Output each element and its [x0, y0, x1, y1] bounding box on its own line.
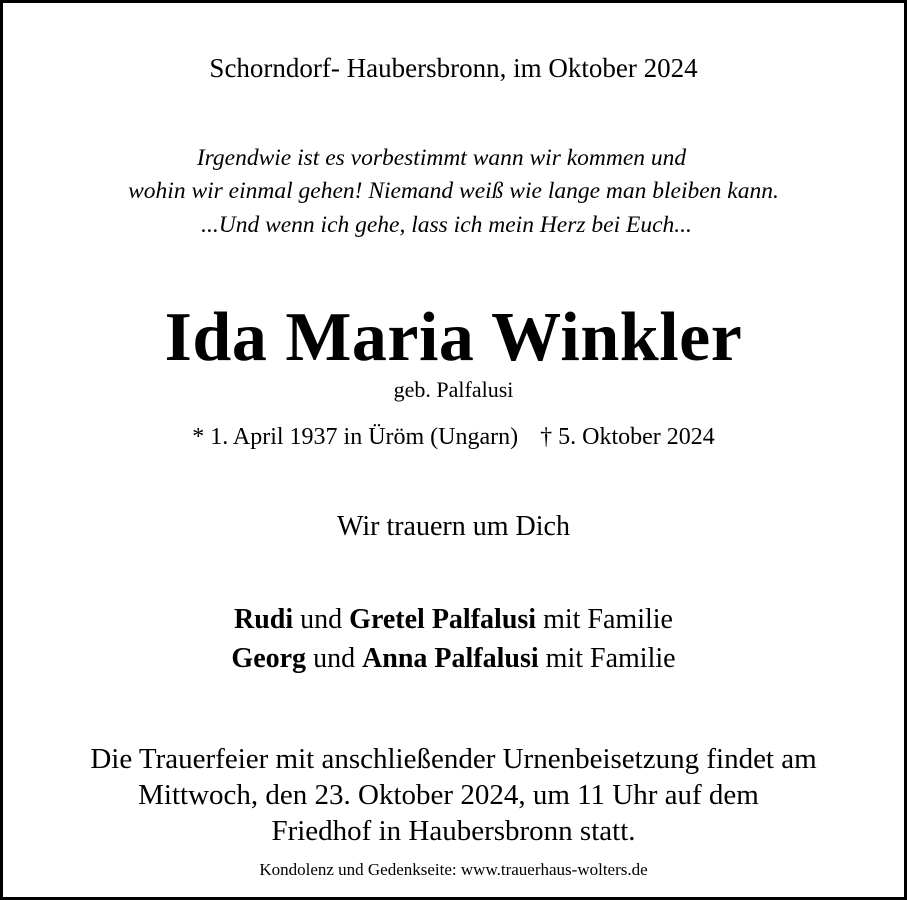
poem-line-3: ...Und wenn ich gehe, lass ich mein Herz bei Euch...: [201, 212, 692, 238]
family-1-and: und: [300, 604, 343, 635]
family-line-1: [0, 604, 907, 636]
family-1-suffix: mit Familie: [543, 604, 673, 635]
family-2-second-name: Anna Palfalusi: [362, 643, 539, 674]
poem-line-1: Irgendwie ist es vorbestimmt wann wir kommen und: [196, 145, 687, 171]
poem-line-2: wohin wir einmal gehen! Niemand weiß wie lange man bleiben kann.: [128, 178, 779, 204]
service-line-1: Die Trauerfeier mit anschließender Urnenbeisetzung findet am: [90, 743, 817, 775]
life-dates: [0, 424, 907, 451]
service-line-2: Mittwoch, den 23. Oktober 2024, um 11 Uhr auf dem: [138, 779, 759, 811]
maiden-name: geb. Palfalusi: [393, 377, 514, 402]
family-2-suffix: mit Familie: [545, 643, 676, 674]
family-1-second-name: Gretel Palfalusi: [349, 604, 537, 635]
family-2-and: und: [313, 643, 356, 674]
family-line-2: [0, 643, 907, 675]
death-date: † 5. Oktober 2024: [540, 424, 715, 450]
family-2-first-name: Georg: [231, 643, 307, 674]
family-1-first-name: Rudi: [234, 604, 294, 635]
place-date: Schorndorf- Haubersbronn, im Oktober 2024: [209, 53, 698, 83]
condolence-website: Kondolenz und Gedenkseite: www.trauerhaus-wolters.de: [259, 860, 648, 879]
birth-date: * 1. April 1937 in Üröm (Ungarn): [192, 424, 519, 450]
deceased-name: Ida Maria Winkler: [164, 299, 743, 376]
mourning-line: Wir trauern um Dich: [337, 511, 570, 542]
service-line-3: Friedhof in Haubersbronn statt.: [271, 815, 636, 847]
